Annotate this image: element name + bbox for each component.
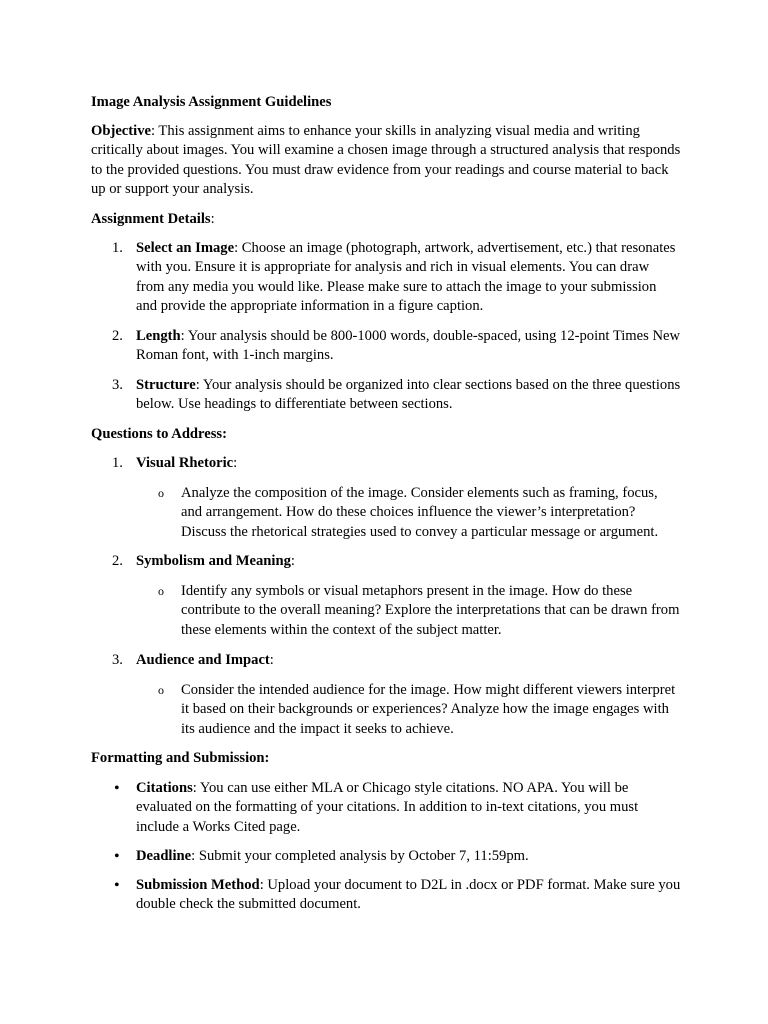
list-number: 2. — [112, 328, 123, 344]
objective-label: Objective — [91, 123, 151, 139]
assignment-details-colon: : — [210, 211, 215, 227]
list-item-text — [136, 376, 681, 415]
list-item-label: Length — [136, 328, 181, 344]
formatting-item-text — [136, 847, 682, 866]
bullet-marker: • — [114, 848, 120, 865]
objective-paragraph — [91, 122, 681, 200]
questions-heading: Questions to Address: — [91, 426, 227, 442]
formatting-item-text — [136, 876, 682, 915]
formatting-item-body: : Submit your completed analysis by October 7, 11:59pm. — [191, 848, 529, 864]
question-label: Audience and Impact — [136, 652, 270, 668]
assignment-details-heading — [91, 210, 681, 229]
bullet-marker: • — [114, 780, 120, 797]
list-item-body: : Your analysis should be 800-1000 words, double-spaced, using 12-point Times New Roman font, with 1-inch margins. — [136, 328, 681, 364]
question-subitem-text: Identify any symbols or visual metaphors present in the image. How do these contribute to the overall meaning? Explore the interpretations that can be drawn from these elements within the context of the subject matter. — [181, 583, 680, 638]
list-item-body: : Choose an image (photograph, artwork, advertisement, etc.) that resonates with you. Ensure it is appropriate for analysis and rich in visual elements. You can draw from any media you would like. Please make sure to attach the image to your submission and provide the appropriate information in a figure caption. — [136, 240, 676, 315]
question-subitem-text: Analyze the composition of the image. Consider elements such as framing, focus, and arrangement. How do these choices influence the viewer’s interpretation? Discuss the rhetorical strategies used to convey a particular message or argument. — [181, 485, 659, 540]
list-item-text — [136, 239, 681, 317]
formatting-item-text — [136, 779, 682, 837]
question-colon: : — [290, 553, 295, 569]
list-number: 2. — [112, 553, 123, 569]
sub-bullet-marker: o — [158, 683, 164, 697]
list-number: 1. — [112, 240, 123, 256]
question-colon: : — [233, 455, 238, 471]
objective-text: : This assignment aims to enhance your skills in analyzing visual media and writing critically about images. You will examine a chosen image through a structured analysis that responds to the provided questions. You must draw evidence from your readings and course material to back up or support your analysis. — [91, 123, 681, 198]
question-label-line — [136, 552, 681, 571]
formatting-heading: Formatting and Submission: — [91, 750, 270, 766]
formatting-item-label: Deadline — [136, 848, 192, 864]
assignment-details-label: Assignment Details — [91, 211, 211, 227]
list-item-body: : Your analysis should be organized into clear sections based on the three questions below. Use headings to differentiate between sections. — [136, 377, 681, 413]
question-label-line — [136, 651, 681, 670]
sub-bullet-marker: o — [158, 584, 164, 598]
question-label: Visual Rhetoric — [136, 455, 234, 471]
formatting-item-body: : You can use either MLA or Chicago style citations. NO APA. You will be evaluated on the formatting of your citations. In addition to in-text citations, you must include a Works Cited page. — [136, 780, 639, 835]
question-label: Symbolism and Meaning — [136, 553, 291, 569]
list-number: 1. — [112, 455, 123, 471]
formatting-item-label: Citations — [136, 780, 193, 796]
question-colon: : — [269, 652, 274, 668]
list-item-label: Structure — [136, 377, 196, 393]
bullet-marker: • — [114, 877, 120, 894]
question-label-line — [136, 454, 681, 473]
list-number: 3. — [112, 652, 123, 668]
formatting-item-label: Submission Method — [136, 877, 260, 893]
list-item-label: Select an Image — [136, 240, 235, 256]
list-item-text — [136, 327, 681, 366]
list-number: 3. — [112, 377, 123, 393]
sub-bullet-marker: o — [158, 486, 164, 500]
document-title: Image Analysis Assignment Guidelines — [91, 94, 332, 110]
formatting-item-body: : Upload your document to D2L in .docx or PDF format. Make sure you double check the submitted document. — [136, 877, 681, 913]
question-subitem-text: Consider the intended audience for the image. How might different viewers interpret it based on their backgrounds or experiences? Analyze how the image engages with its audience and the impact it seeks to achieve. — [181, 682, 676, 737]
